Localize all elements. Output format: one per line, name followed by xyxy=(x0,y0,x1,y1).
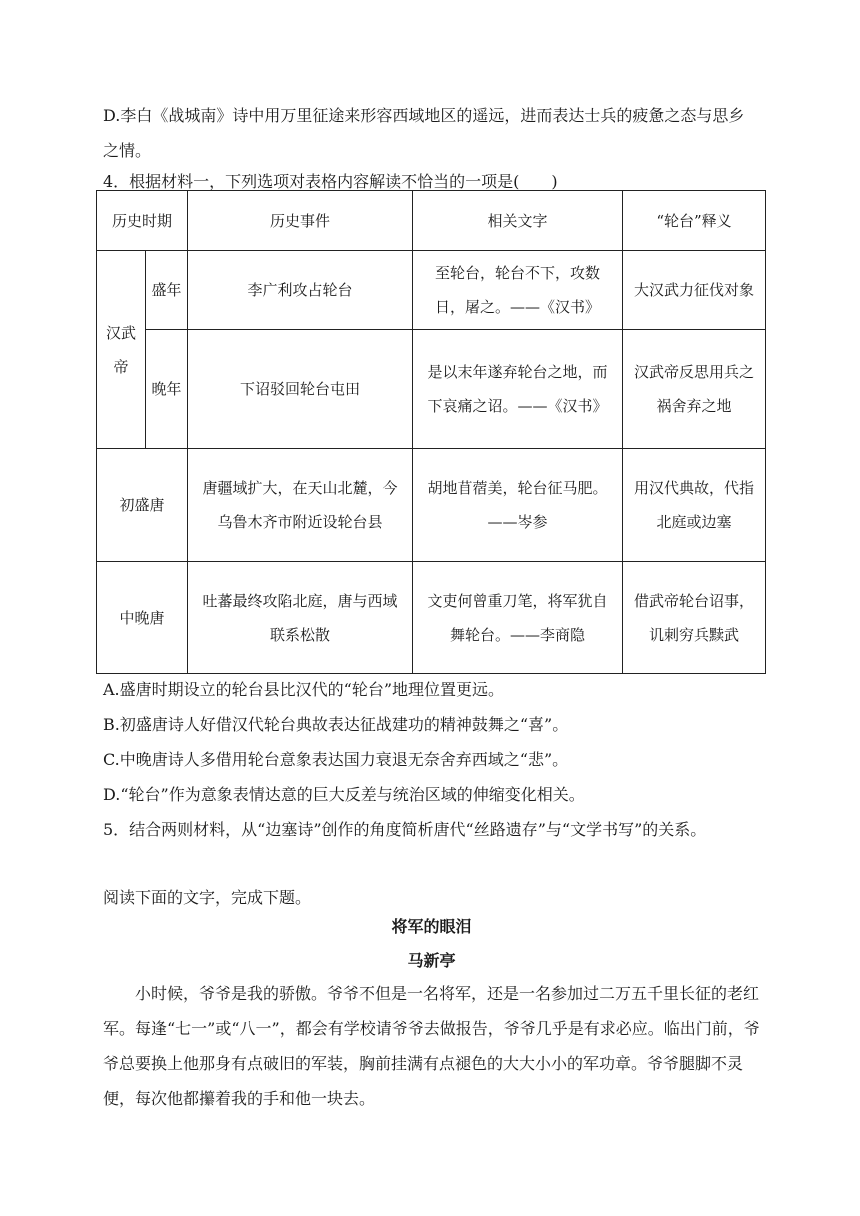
q4-option-d: D.“轮台”作为意象表情达意的巨大反差与统治区域的伸缩变化相关。 xyxy=(103,785,585,804)
meaning-cell: 借武帝轮台诏事，讥刺穷兵黩武 xyxy=(623,562,766,674)
article-paragraph: 小时候，爷爷是我的骄傲。爷爷不但是一名将军，还是一名参加过二万五千里长征的老红军。每逢“七一”或“八一”，都会有学校请爷爷去做报告，爷爷几乎是有求必应。临出门前，爷爷总要换上他那身有点破旧的军装，胸前挂满有点褪色的大大小小的军功章。爷爷腿脚不灵便，每次他都攥着我的手和他一块去。 xyxy=(103,984,760,1108)
q4-option-b: B.初盛唐诗人好借汉代轮台典故表达征战建功的精神鼓舞之“喜”。 xyxy=(103,715,569,734)
table-row xyxy=(97,562,766,674)
text-cell: 胡地苜蓿美，轮台征马肥。——岑参 xyxy=(413,449,623,562)
period-cell: 初盛唐 xyxy=(97,449,188,562)
table-header-row xyxy=(97,191,766,251)
sub-period: 晚年 xyxy=(146,330,188,449)
table-row xyxy=(97,330,766,449)
header-event: 历史事件 xyxy=(188,191,413,251)
q4-option-a: A.盛唐时期设立的轮台县比汉代的“轮台”地理位置更远。 xyxy=(103,680,505,699)
text-cell: 是以末年遂弃轮台之地，而下哀痛之诏。——《汉书》 xyxy=(413,330,623,449)
article-author: 马新亭 xyxy=(407,951,456,970)
reading-intro: 阅读下面的文字，完成下题。 xyxy=(103,888,312,907)
event-cell: 吐蕃最终攻陷北庭，唐与西域联系松散 xyxy=(188,562,413,674)
q4-option-c: C.中晚唐诗人多借用轮台意象表达国力衰退无奈舍弃西域之“悲”。 xyxy=(103,750,569,769)
table-row xyxy=(97,449,766,562)
period-han-wudi: 汉武帝 xyxy=(97,251,146,449)
event-cell: 下诏驳回轮台屯田 xyxy=(188,330,413,449)
history-table xyxy=(96,190,766,674)
event-cell: 李广利攻占轮台 xyxy=(188,251,413,330)
q5-stem: 5．结合两则材料，从“边塞诗”创作的角度简析唐代“丝路遗存”与“文学书写”的关系。 xyxy=(103,820,707,839)
article-title: 将军的眼泪 xyxy=(391,917,472,936)
event-cell: 唐疆域扩大，在天山北麓，今乌鲁木齐市附近设轮台县 xyxy=(188,449,413,562)
header-period: 历史时期 xyxy=(97,191,188,251)
meaning-cell: 汉武帝反思用兵之祸舍弃之地 xyxy=(623,330,766,449)
text-cell: 文吏何曾重刀笔，将军犹自舞轮台。——李商隐 xyxy=(413,562,623,674)
q4-stem: 4．根据材料一，下列选项对表格内容解读不恰当的一项是( ) xyxy=(103,172,558,191)
sub-period: 盛年 xyxy=(146,251,188,330)
text-cell: 至轮台，轮台不下，攻数日，屠之。——《汉书》 xyxy=(413,251,623,330)
header-meaning: “轮台”释义 xyxy=(623,191,766,251)
q3-option-d: D.李白《战城南》诗中用万里征途来形容西域地区的遥远，进而表达士兵的疲惫之态与思乡之情。 xyxy=(103,106,745,160)
header-text: 相关文字 xyxy=(413,191,623,251)
period-cell: 中晚唐 xyxy=(97,562,188,674)
meaning-cell: 大汉武力征伐对象 xyxy=(623,251,766,330)
table-row xyxy=(97,251,766,330)
meaning-cell: 用汉代典故，代指北庭或边塞 xyxy=(623,449,766,562)
